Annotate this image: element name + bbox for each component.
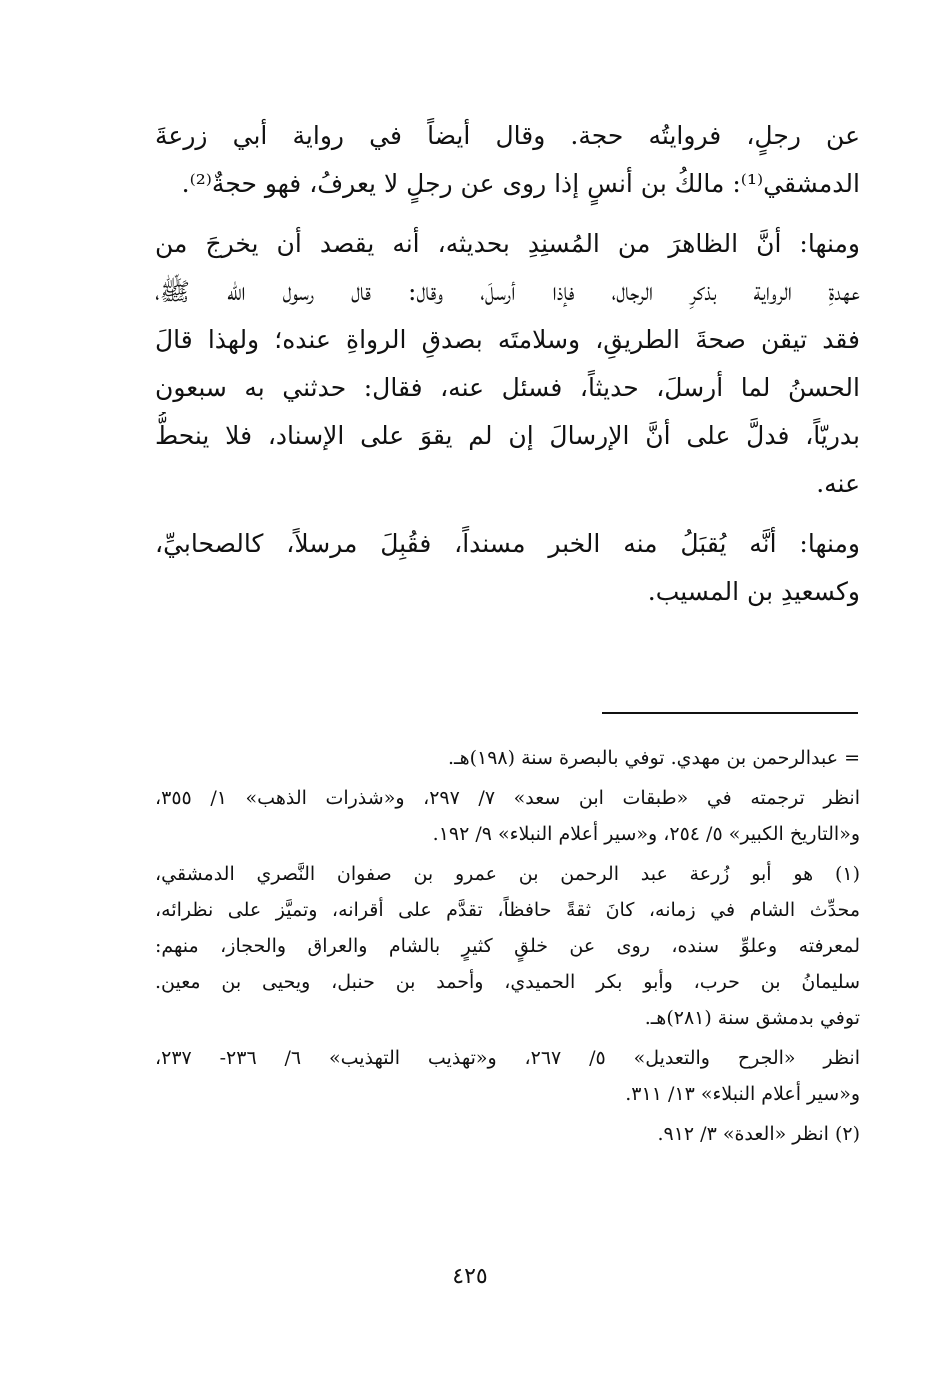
footnote-line: (٢) انظر «العدة» ٣/ ٩١٢. xyxy=(657,1123,860,1145)
text-line: وكسعيدِ بن المسيب. xyxy=(647,577,860,606)
text-line: ومنها: أنَّه يُقبَلُ منه الخبر مسنداً، فقُبِلَ مرسلاً، كالصحابيِّ، xyxy=(155,529,860,558)
footnote-line: محدِّث الشام في زمانه، كانَ ثقةً حافظاً، تقدَّم على أقرانه، وتميَّز على نظرائه، xyxy=(155,899,860,921)
text-line: الحسنُ لما أرسلَ، حديثاً، فسئل عنه، فقال: حدثني به سبعون xyxy=(155,373,860,402)
footnote-line: و«التاريخ الكبير» ٥/ ٢٥٤، و«سير أعلام النبلاء» ٩/ ١٩٢. xyxy=(432,823,860,845)
footnote-1 xyxy=(155,856,860,1036)
text-line: فقد تيقن صحةَ الطريقِ، وسلامتَه بصدقِ الرواةِ عنده؛ ولهذا قالَ xyxy=(155,325,860,354)
text-line: عهدةِ الرواية بذكرِ الرجال، فإذا أرسلَ، وقال: قال رسول الله ﷺ، xyxy=(155,277,860,306)
page-number: ٤٢٥ xyxy=(452,1264,488,1289)
text-line: ومنها: أنَّ الظاهرَ من المُسنِدِ بحديثه، أنه يقصد أن يخرجَ من xyxy=(155,229,860,258)
footnote-2 xyxy=(155,1116,860,1152)
footnote-line: انظر ترجمته في «طبقات ابن سعد» ٧/ ٢٩٧، و«شذرات الذهب» ١/ ٣٥٥، xyxy=(155,787,860,809)
footnote-line: و«سير أعلام النبلاء» ١٣/ ٣١١. xyxy=(625,1083,860,1105)
footnote-line: لمعرفته وعلوِّ سنده، روى عن خلقٍ كثيرٍ بالشام والعراق والحجاز، منهم: xyxy=(155,935,860,957)
paragraph-1 xyxy=(155,112,860,208)
footnote-line: (١) هو أبو زُرعة عبد الرحمن بن عمرو بن صفوان النَّصري الدمشقي، xyxy=(155,863,860,885)
footnote-line: انظر «الجرح والتعديل» ٥/ ٢٦٧، و«تهذيب التهذيب» ٦/ ٢٣٦- ٢٣٧، xyxy=(155,1047,860,1069)
footnote-line: = عبدالرحمن بن مهدي. توفي بالبصرة سنة (١٩٨)هـ. xyxy=(447,747,860,769)
text-line: عنه. xyxy=(816,469,860,498)
text-line: الدمشقي⁽¹⁾: مالكُ بن أنسٍ إذا روى عن رجلٍ لا يعرفُ، فهو حجةٌ⁽²⁾. xyxy=(181,169,860,198)
footnotes xyxy=(155,740,860,1156)
footnote-references xyxy=(155,780,860,852)
text-line: عن رجلٍ، فروايتُه حجة. وقال أيضاً في رواية أبي زرعةَ xyxy=(155,121,860,150)
paragraph-3 xyxy=(155,520,860,616)
footnote-line: توفي بدمشق سنة (٢٨١)هـ. xyxy=(644,1007,860,1029)
footnote-line: سليمانُ بن حرب، وأبو بكر الحميدي، وأحمد بن حنبل، ويحيى بن معين. xyxy=(155,971,860,993)
footnote-separator xyxy=(602,712,858,714)
main-text xyxy=(155,112,860,628)
footnote-1-references xyxy=(155,1040,860,1112)
paragraph-2 xyxy=(155,220,860,508)
footnote-continuation xyxy=(155,740,860,776)
text-line: بدريّاً، فدلَّ على أنَّ الإرسالَ إن لم يقوَ على الإسناد، فلا ينحطُّ xyxy=(155,421,860,450)
